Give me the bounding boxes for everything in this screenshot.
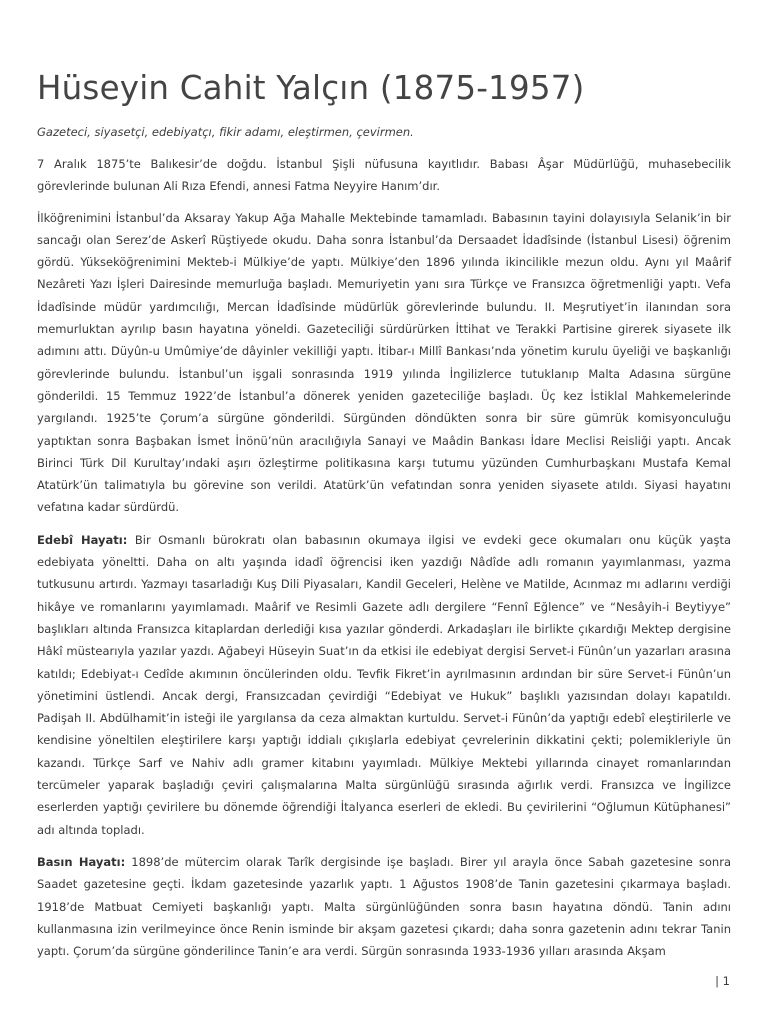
section-heading-literary-life: Edebî Hayatı: — [37, 532, 128, 547]
paragraph-text: 1898’de mütercim olarak Tarîk dergisinde işe başladı. Birer yıl arayla önce Sabah gazetesine sonra Saadet gazetesine geçti. İkdam gazetesinde yazarlık yaptı. 1 Ağustos 1908’de Tanin gazetesini çıkarmaya başladı. 1918’de Matbuat Cemiyeti başkanlığı yaptı. Malta sürgünlüğünden sonra basın hayatına döndü. Tanin adını kullanmasına izin verilmeyince önce Renin isminde bir akşam gazetesi çıkardı; daha sonra gazetenin adını tekrar Tanin yaptı. Çorum’da sürgüne gönderilince Tanin’e ara verdi. Sürgün sonrasında 1933-1936 yılları arasında Akşam — [37, 854, 731, 959]
page-number: | 1 — [715, 974, 730, 988]
paragraph-education-career — [37, 207, 731, 519]
paragraph-birth — [37, 153, 731, 198]
paragraph-text: Bir Osmanlı bürokratı olan babasının okumaya ilgisi ve evdeki gece okumaları onu küçük yaşta edebiyata yöneltti. Daha on altı yaşında idadî öğrencisi iken yazdığı Nâdîde adlı romanın yayımlanması, yazma tutkusunu artırdı. Yazmayı tasarladığı Kuş Dili Piyasaları, Kandil Geceleri, Helène ve Matilde, Acınmaz mı adlarını verdiği hikâye ve romanlarını yayımlamadı. Maârif ve Resimli Gazete adlı dergilere “Fennî Eğlence” ve “Nesâyih-i Beytiyye” başlıkları altında Fransızca kitaplardan derlediği kısa yazılar gönderdi. Arkadaşları ile birlikte çıkardığı Mektep dergisine Hâkî müstearıyla yazılar yazdı. Ağabeyi Hüseyin Suat’ın da etkisi ile edebiyat dergisi Servet-i Fünûn’un yazarları arasına katıldı; Edebiyat-ı Cedîde akımının öncülerinden oldu. Tevfik Fikret’in ayrılmasının ardından bir süre Servet-i Fünûn’un yönetimini üstlendi. Ancak dergi, Fransızcadan çevirdiği “Edebiyat ve Hukuk” başlıklı yazısından dolayı kapatıldı. Padişah II. Abdülhamit’in isteği ile yargılansa da ceza almaktan kurtuldu. Servet-i Fünûn’da yaptığı edebî eleştirilerle ve kendisine yöneltilen eleştirilere karşı yaptığı iddialı çıkışlarla edebiyat çevrelerinin dikkatini çekti; polemikleriyle ün kazandı. Türkçe Sarf ve Nahiv adlı gramer kitabını yayımladı. Mülkiye Mektebi yıllarında cinayet romanlarından tercümeler yaparak başladığı çeviri çalışmalarına Malta sürgünlüğü sırasında ağırlık verdi. Fransızca ve İngilizce eserlerden yaptığı çevirilere bu dönemde öğrendiği İtalyanca eserleri de ekledi. Bu çevirilerini “Oğlumun Kütüphanesi” adı altında topladı. — [37, 532, 731, 837]
page-title: Hüseyin Cahit Yalçın (1875-1957) — [37, 69, 585, 107]
paragraph-press-life — [37, 851, 731, 962]
paragraph-literary-life — [37, 529, 731, 841]
section-heading-press-life: Basın Hayatı: — [37, 854, 126, 869]
paragraph-text: İlköğrenimini İstanbul’da Aksaray Yakup Ağa Mahalle Mektebinde tamamladı. Babasının tayini dolayısıyla Selanik’in bir sancağı olan Serez’de Askerî Rüştiyede okudu. Daha sonra İstanbul’da Dersaadet İdadîsinde (İstanbul Lisesi) öğrenim gördü. Yükseköğrenimini Mekteb-i Mülkiye’de yaptı. Mülkiye’den 1896 yılında ikincilikle mezun oldu. Aynı yıl Maârif Nezâreti Yazı İşleri Dairesinde memurluğa başladı. Memuriyetin yanı sıra Türkçe ve Fransızca öğretmenliği yaptı. Vefa İdadîsinde müdür yardımcılığı, Mercan İdadîsinde müdürlük görevlerinde bulundu. II. Meşrutiyet’in ilanından sora memurluktan ayrılıp basın hayatına yöneldi. Gazeteciliği sürdürürken İttihat ve Terakki Partisine girerek siyasete ilk adımını attı. Düyûn-u Umûmiye’de dâyinler vekilliği yaptı. İtibar-ı Millî Bankası’nda yönetim kurulu üyeliği ve başkanlığı görevlerinde bulundu. İstanbul’un işgali sonrasında 1919 yılında İngilizlerce tutuklanıp Malta Adasına sürgüne gönderildi. 15 Temmuz 1922’de İstanbul’a dönerek yeniden gazeteciliğe başladı. Üç kez İstiklal Mahkemelerinde yargılandı. 1925’te Çorum’a sürgüne gönderildi. Sürgünden döndükten sonra bir süre gümrük komisyonculuğu yaptıktan sonra Başbakan İsmet İnönü’nün aracılığıyla Sanayi ve Maâdin Bankası İdare Meclisi Reisliği yaptı. Ancak Birinci Türk Dil Kurultay’ındaki aşırı özleştirme politikasına karşı tutumu yüzünden Cumhurbaşkanı Mustafa Kemal Atatürk’ün talimatıyla bu görevine son verildi. Atatürk’ün vefatından sonra yeniden siyasete atıldı. Siyasi hayatını vefatına kadar sürdürdü. — [37, 210, 731, 515]
subtitle: Gazeteci, siyasetçi, edebiyatçı, fikir adamı, eleştirmen, çevirmen. — [37, 125, 414, 139]
paragraph-text: 7 Aralık 1875’te Balıkesir’de doğdu. İstanbul Şişli nüfusuna kayıtlıdır. Babası Âşar Müdürlüğü, muhasebecilik görevlerinde bulunan Ali Rıza Efendi, annesi Fatma Neyyire Hanım’dır. — [37, 157, 731, 194]
